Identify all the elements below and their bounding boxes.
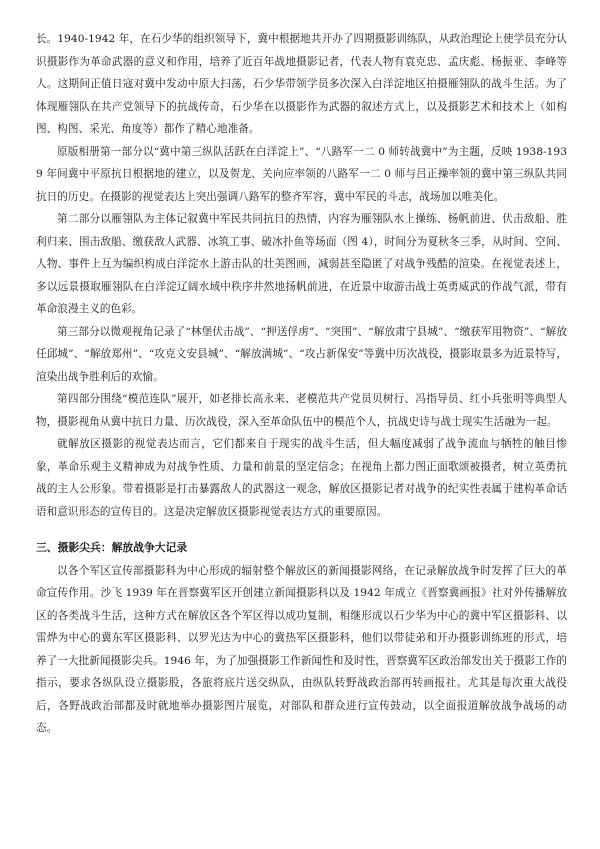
paragraph-6: 就解放区摄影的视觉表达而言，它们都来自于现实的战斗生活，但大幅度减弱了战争流血与牺牲的触目惨象，革命乐观主义精神成为对战争性质、力量和前景的坚定信念；在视角上都力图正面歌颂被摄者，树立英勇抗战的主人公形象。带着摄影是打击暴露敌人的武器这一观念，解放区摄影记者对战争的纪实性表属于建构革命话语和意识形态的宣传目的。这是决定解放区摄影视觉表达方式的重要原因。 xyxy=(36,438,567,518)
paragraph-3: 第二部分以雁翎队为主体记叙冀中军民共同抗日的热情，内容为雁翎队水上操练、杨帆前进、伏击敌船、胜利归来、围击敌船、缴获敌人武器、冰筑工事、破冰扑鱼等场面（图 4），时间分为夏秋冬三季，从时间、空间、人物、事件上互为编织构成白洋淀水上游击队的壮美图画，减弱甚至隐匿了对战争残酷的渲染。在视觉表述上，多以远景摄取雁翎队在白洋淀辽阔水域中秩序井然地扬帆前进，在近景中取游击战士英勇威武的作战气派，带有革命浪漫主义的色彩。 xyxy=(36,213,567,315)
document-page xyxy=(36,28,567,740)
paragraph-4: 第三部分以微观视角记录了“林堡伏击战”、“押送俘虏”、“突围”、“解放肃宁县城”、“缴获军用物资”、“解放任邱城”、“解放郑州”、“攻克文安县城”、“解放满城”、“攻占新保安”等冀中历次战役，摄影取景多为近景特写，渲染出战争胜利后的欢愉。 xyxy=(36,325,567,383)
section-heading: 三、摄影尖兵：解放战争大记录 xyxy=(36,541,188,554)
paragraph-1: 长。1940-1942 年，在石少华的组织领导下，冀中根据地共开办了四期摄影训练队，从政治理论上使学员充分认识摄影作为革命武器的意义和作用，培养了近百年战地摄影记者，代表人物有袁克忠、孟庆彪、杨振亚、李峰等人。这期间正值日寇对冀中发动中原大扫荡，石少华带领学员多次深入白洋淀地区拍摄雁翎队的战斗生活。为了体现雁翎队在共产党领导下的抗战传奇，石少华在以摄影作为武器的叙述方式上，以及摄影艺术和技术上（如构图、构图、采光、角度等）都作了精心地准备。 xyxy=(36,33,567,135)
section-spacer xyxy=(36,523,567,537)
section-paragraph: 以各个军区宣传部摄影科为中心形成的辐射整个解放区的新闻摄影网络，在记录解放战争时发挥了巨大的革命宣传作用。沙飞 1939 年在晋察冀军区开创建立新闻摄影科以及 1942 年成立《晋察冀画报》社对外传播解放区的各类战斗生活，这种方式在解放区各个军区得以成功复制，相继形成以石少华为中心的冀中军区摄影科、以雷烨为中心的冀东军区摄影科、以罗光达为中心的冀热军区摄影科，他们以带徒弟和开办摄影训练班的形式，培养了一大批新闻摄影尖兵。1946 年，为了加强摄影工作新闻性和及时性，晋察冀军区政治部发出关于摄影工作的指示，要求各纵队设立摄影股，各旅将底片送交纵队，由纵队转野战政治部再转画报社。尤其是每次重大战役后，各野战政治部都及时就地举办摄影图片展览，对部队和群众进行宣传鼓动，以全面报道解放战争战场的动态。 xyxy=(36,564,567,734)
paragraph-2: 原版相册第一部分以“冀中第三纵队活跃在白洋淀上”、“八路军一二 0 师转战冀中”为主题，反映 1938-1939 年间冀中平原抗日根据地的建立，以及贺龙、关向应率领的八路军一二 0 师与吕正操率领的冀中第三纵队共同抗日的历史。在摄影的视觉表达上突出强调八路军的整齐军容，冀中军民的斗志，战场加以唯美化。 xyxy=(36,145,567,203)
paragraph-5: 第四部分围绕“模范连队”展开，如老排长高永来、老模范共产党员贝树行、冯指导员、红小兵张明等典型人物，摄影视角从冀中抗日力量、历次战役，深入至革命队伍中的模范个人，抗战史诗与战士现实生活融为一起。 xyxy=(36,393,567,428)
